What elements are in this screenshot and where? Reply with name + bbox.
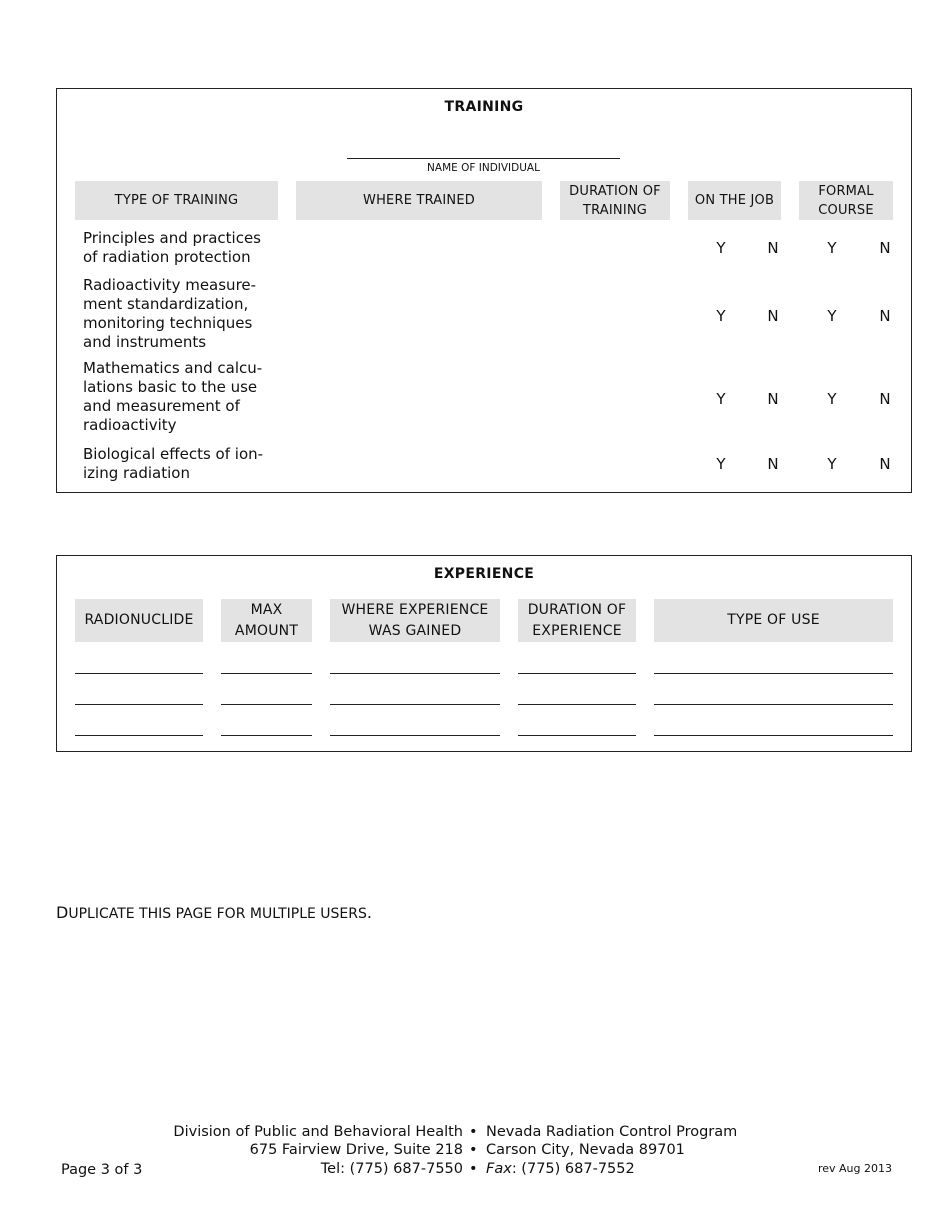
footer-line-1-left: Division of Public and Behavioral Health [173, 1124, 463, 1140]
row-3-on-job-yes[interactable]: Y [716, 390, 726, 408]
radionuclide-line-2[interactable] [75, 704, 203, 705]
header-duration-of-training: DURATION OF TRAINING [560, 181, 670, 220]
max-amount-line-1[interactable] [221, 673, 312, 674]
row-4-formal-yes[interactable]: Y [827, 455, 837, 473]
header-radionuclide: RADIONUCLIDE [75, 599, 203, 642]
type-of-use-line-3[interactable] [654, 735, 893, 736]
header-on-the-job: ON THE JOB [688, 181, 781, 220]
row-3-on-job-no[interactable]: N [767, 390, 779, 408]
revision-date: rev Aug 2013 [817, 1162, 892, 1175]
training-section [56, 88, 912, 493]
header-where-trained: WHERE TRAINED [296, 181, 542, 220]
name-of-individual-line[interactable] [347, 158, 620, 159]
header-formal-course: FORMAL COURSE [799, 181, 893, 220]
name-of-individual-caption: NAME OF INDIVIDUAL [427, 162, 540, 174]
type-of-use-line-2[interactable] [654, 704, 893, 705]
fax-number: : (775) 687-7552 [511, 1161, 635, 1177]
footer-bullet-2: • [469, 1142, 478, 1158]
row-1-formal-no[interactable]: N [879, 239, 891, 257]
header-where-experience-gained: WHERE EXPERIENCE WAS GAINED [330, 599, 500, 642]
row-4-on-job-yes[interactable]: Y [716, 455, 726, 473]
header-max-amount: MAX AMOUNT [221, 599, 312, 642]
row-3-formal-no[interactable]: N [879, 390, 891, 408]
training-row-4-text: Biological effects of ion- izing radiation [83, 445, 264, 482]
row-4-on-job-no[interactable]: N [767, 455, 779, 473]
row-1-on-job-no[interactable]: N [767, 239, 779, 257]
experience-title: EXPERIENCE [433, 566, 535, 582]
where-gained-line-2[interactable] [330, 704, 500, 705]
duplicate-page-note: DUPLICATE THIS PAGE FOR MULTIPLE USERS. [56, 903, 372, 922]
row-3-formal-yes[interactable]: Y [827, 390, 837, 408]
fax-label: Fax [486, 1161, 512, 1177]
radionuclide-line-3[interactable] [75, 735, 203, 736]
row-2-formal-no[interactable]: N [879, 307, 891, 325]
footer-line-3-right [486, 1160, 635, 1178]
training-row-2-text: Radioactivity measure- ment standardization, monitoring techniques and instruments [83, 276, 257, 351]
radionuclide-line-1[interactable] [75, 673, 203, 674]
row-1-formal-yes[interactable]: Y [827, 239, 837, 257]
footer-line-2-left: 675 Fairview Drive, Suite 218 [249, 1142, 463, 1158]
duration-line-2[interactable] [518, 704, 636, 705]
footer-line-3-left: Tel: (775) 687-7550 [320, 1161, 463, 1177]
experience-section [56, 555, 912, 752]
row-1-on-job-yes[interactable]: Y [716, 239, 726, 257]
where-gained-line-1[interactable] [330, 673, 500, 674]
header-type-of-use: TYPE OF USE [654, 599, 893, 642]
footer-line-2-right: Carson City, Nevada 89701 [486, 1142, 685, 1158]
duration-line-3[interactable] [518, 735, 636, 736]
header-type-of-training: TYPE OF TRAINING [75, 181, 278, 220]
row-4-formal-no[interactable]: N [879, 455, 891, 473]
training-row-1-text: Principles and practices of radiation protection [83, 229, 261, 266]
footer-bullet-3: • [469, 1161, 478, 1177]
row-2-on-job-yes[interactable]: Y [716, 307, 726, 325]
header-duration-of-experience: DURATION OF EXPERIENCE [518, 599, 636, 642]
duration-line-1[interactable] [518, 673, 636, 674]
footer-line-1-right: Nevada Radiation Control Program [486, 1124, 738, 1140]
training-title: TRAINING [444, 99, 524, 115]
footer-bullet-1: • [469, 1124, 478, 1140]
page-number: Page 3 of 3 [61, 1162, 143, 1178]
type-of-use-line-1[interactable] [654, 673, 893, 674]
where-gained-line-3[interactable] [330, 735, 500, 736]
row-2-on-job-no[interactable]: N [767, 307, 779, 325]
max-amount-line-2[interactable] [221, 704, 312, 705]
max-amount-line-3[interactable] [221, 735, 312, 736]
row-2-formal-yes[interactable]: Y [827, 307, 837, 325]
training-row-3-text: Mathematics and calcu- lations basic to the use and measurement of radioactivity [83, 359, 263, 434]
